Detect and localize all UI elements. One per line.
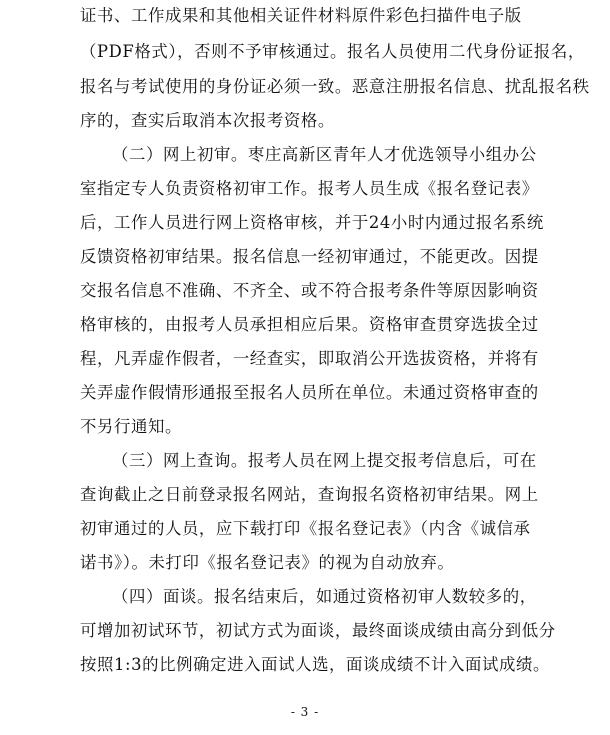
paragraph-line: （PDF格式），否则不予审核通过。报名人员使用二代身份证报名， xyxy=(80,42,585,61)
page-number: - 3 - xyxy=(290,705,320,719)
paragraph-line: 按照1:3的比例确定进入面试人选，面谈成绩不计入面试成绩。 xyxy=(80,655,550,674)
paragraph-line: 可增加初试环节，初试方式为面谈，最终面谈成绩由高分到低分 xyxy=(80,621,556,640)
paragraph-line: 初审通过的人员，应下载打印《报名登记表》（内含《诚信承 xyxy=(80,519,531,538)
paragraph-line: 交报名信息不准确、不齐全、或不符合报考条件等原因影响资 xyxy=(80,281,539,300)
paragraph-line: 序的，查实后取消本次报考资格。 xyxy=(80,111,335,130)
section-two-heading-line: （二）网上初审。枣庄高新区青年人才优选领导小组办公 xyxy=(112,145,537,164)
paragraph-line: 反馈资格初审结果。报名信息一经初审通过，不能更改。因提 xyxy=(80,247,539,266)
section-three-heading-line: （三）网上查询。报考人员在网上提交报考信息后，可在 xyxy=(112,451,537,470)
paragraph-line: 关弄虚作假情形通报至报名人员所在单位。未通过资格审查的 xyxy=(80,383,539,402)
paragraph-line: 证书、工作成果和其他相关证件材料原件彩色扫描件电子版 xyxy=(80,6,522,25)
paragraph-line: 诺书》）。未打印《报名登记表》的视为自动放弃。 xyxy=(80,553,455,572)
paragraph-line: 查询截止之日前登录报名网站，查询报名资格初审结果。网上 xyxy=(80,485,539,504)
paragraph-line: 不另行通知。 xyxy=(80,417,182,436)
section-four-heading-line: （四）面谈。报名结束后，如通过资格初审人数较多的， xyxy=(112,587,537,606)
paragraph-line: 报名与考试使用的身份证必须一致。恶意注册报名信息、扰乱报名秩 xyxy=(80,77,590,96)
paragraph-line: 程，凡弄虚作假者，一经查实，即取消公开选拔资格，并将有 xyxy=(80,349,539,368)
paragraph-line: 格审核的，由报考人员承担相应后果。资格审查贯穿选拔全过 xyxy=(80,315,539,334)
paragraph-line: 室指定专人负责资格初审工作。报考人员生成《报名登记表》 xyxy=(80,179,539,198)
paragraph-line: 后，工作人员进行网上资格审核，并于24小时内通过报名系统 xyxy=(80,213,544,232)
